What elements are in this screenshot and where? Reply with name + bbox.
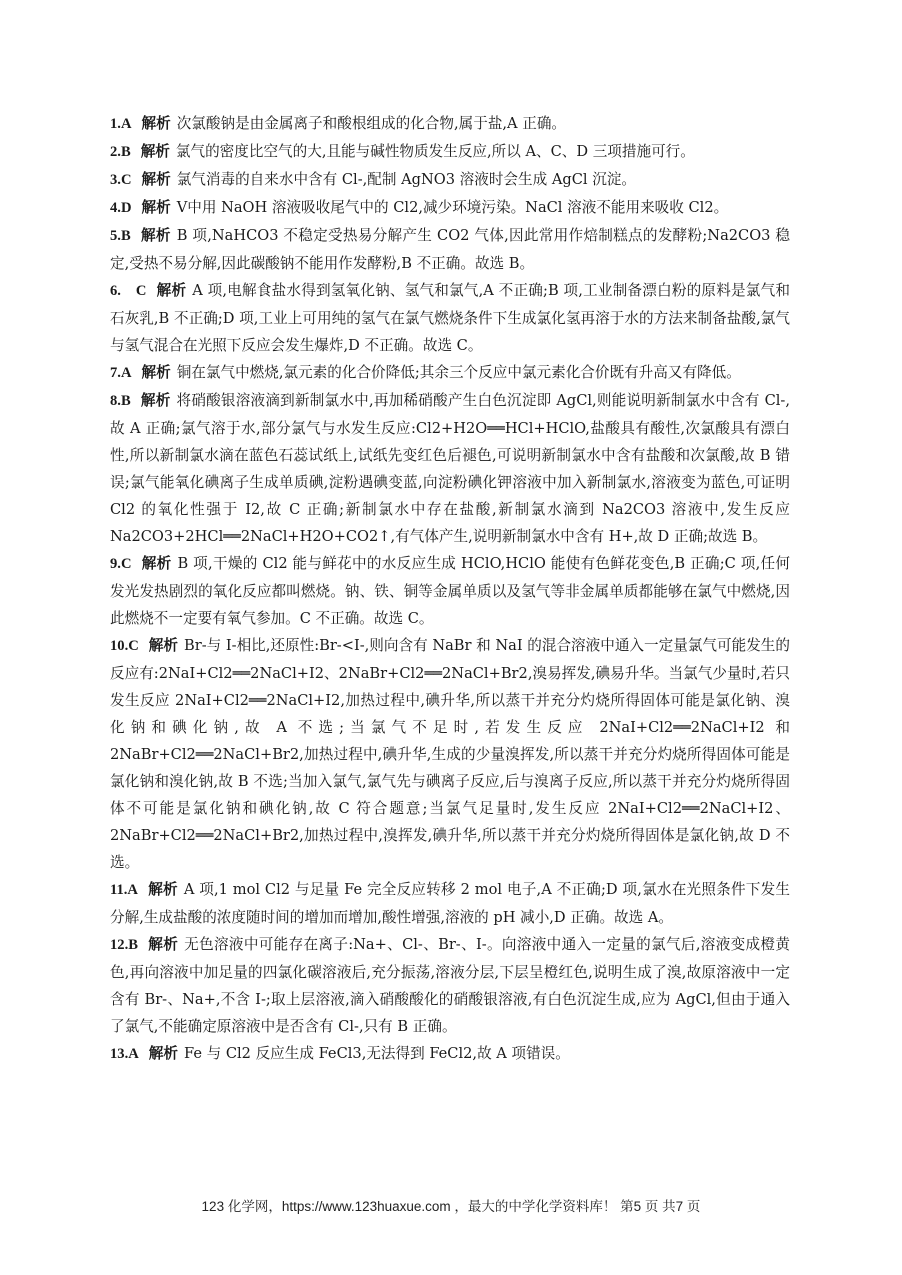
answer-label: 解析 — [147, 936, 179, 953]
answer-item — [110, 1040, 790, 1068]
page-footer: 123 化学网，https://www.123huaxue.com ，最大的中学化学资料库！ 第5 页 共7 页 — [201, 1199, 701, 1214]
answer-text: Fe 与 Cl2 反应生成 FeCl3,无法得到 FeCl2,故 A 项错误。 — [184, 1045, 570, 1062]
answer-item — [110, 194, 790, 222]
answer-number: 12.B — [110, 937, 138, 953]
answer-number: 3.C — [110, 172, 132, 188]
answer-item — [110, 876, 790, 931]
answer-label: 解析 — [141, 364, 171, 381]
answer-text: 无色溶液中可能存在离子:Na+、Cl-、Br-、I-。向溶液中通入一定量的氯气后,溶液变成橙黄色,再向溶液中加足量的四氯化碳溶液后,充分振荡,溶液分层,下层呈橙红色,说明生成了溴,故原溶液中一定含有 Br-、Na+,不含 I-;取上层溶液,滴入硝酸酸化的硝酸银溶液,有白色沉淀生成,应为 AgCl,但由于通入了氯气,不能确定原溶液中是否含有 Cl-,只有 B 正确。 — [110, 936, 790, 1035]
answer-number: 13.A — [110, 1046, 139, 1062]
answer-item — [110, 931, 790, 1040]
answer-text: A 项,电解食盐水得到氢氧化钠、氢气和氯气,A 不正确;B 项,工业制备漂白粉的原料是氯气和石灰乳,B 不正确;D 项,工业上可用纯的氢气在氯气燃烧条件下生成氯化氢再溶于水的方法来制备盐酸,氯气与氢气混合在光照下反应会发生爆炸,D 不正确。故选 C。 — [110, 282, 790, 354]
answer-label: 解析 — [141, 171, 171, 188]
answer-item — [110, 632, 790, 876]
answer-number: 4.D — [110, 200, 132, 216]
answer-item — [110, 222, 790, 277]
answer-number: 11.A — [110, 882, 138, 898]
answer-number: 10.C — [110, 638, 139, 654]
answer-list — [110, 110, 790, 1068]
answer-number: 7.A — [110, 365, 132, 381]
answer-text: 铜在氯气中燃烧,氯元素的化合价降低;其余三个反应中氯元素化合价既有升高又有降低。 — [176, 364, 741, 381]
answer-label: 解析 — [140, 227, 171, 244]
answer-label: 解析 — [148, 1045, 178, 1062]
answer-label: 解析 — [148, 637, 178, 654]
answer-number: 2.B — [110, 144, 131, 160]
answer-label: 解析 — [141, 115, 171, 132]
answer-number: 5.B — [110, 228, 131, 244]
answer-label: 解析 — [140, 143, 170, 160]
answer-number: 9.C — [110, 556, 132, 572]
answer-item — [110, 550, 790, 632]
answer-label: 解析 — [140, 392, 171, 409]
answer-text: Br-与 I-相比,还原性:Br-<I-,则向含有 NaBr 和 NaI 的混合溶液中通入一定量氯气可能发生的反应有:2NaI+Cl2══2NaCl+I2、2NaBr+Cl2══2NaCl+Br2,溴易挥发,碘易升华。当氯气少量时,若只发生反应 2NaI+Cl2══2NaCl+I2,加热过程中,碘升华,所以蒸干并充分灼烧所得固体可能是氯化钠、溴化钠和碘化钠,故 A 不选;当氯气不足时,若发生反应 2NaI+Cl2══2NaCl+I2 和 2NaBr+Cl2══2NaCl+Br2,加热过程中,碘升华,生成的少量溴挥发,所以蒸干并充分灼烧所得固体可能是氯化钠和溴化钠,故 B 不选;当加入氯气,氯气先与碘离子反应,后与溴离子反应,所以蒸干并充分灼烧所得固体不可能是氯化钠和碘化钠,故 C 符合题意;当氯气足量时,发生反应 2NaI+Cl2══2NaCl+I2、2NaBr+Cl2══2NaCl+Br2,加热过程中,溴挥发,碘升华,所以蒸干并充分灼烧所得固体是氯化钠,故 D 不选。 — [110, 637, 790, 871]
answer-number: 8.B — [110, 393, 131, 409]
answer-item — [110, 166, 790, 194]
answer-item — [110, 277, 790, 359]
answer-text: Ⅴ中用 NaOH 溶液吸收尾气中的 Cl2,减少环境污染。NaCl 溶液不能用来吸收 Cl2。 — [176, 199, 729, 216]
answer-label: 解析 — [156, 282, 187, 299]
answer-number: 6. C — [110, 283, 147, 299]
answer-text: A 项,1 mol Cl2 与足量 Fe 完全反应转移 2 mol 电子,A 不正确;D 项,氯水在光照条件下发生分解,生成盐酸的浓度随时间的增加而增加,酸性增强,溶液的 pH 减小,D 正确。故选 A。 — [110, 881, 790, 926]
answer-label: 解析 — [141, 199, 171, 216]
answer-label: 解析 — [141, 555, 172, 572]
answer-text: 将硝酸银溶液滴到新制氯水中,再加稀硝酸产生白色沉淀即 AgCl,则能说明新制氯水中含有 Cl-,故 A 正确;氯气溶于水,部分氯气与水发生反应:Cl2+H2O══HCl+HClO,盐酸具有酸性,次氯酸具有漂白性,所以新制氯水滴在蓝色石蕊试纸上,试纸先变红色后褪色,可说明新制氯水中含有盐酸和次氯酸,故 B 错误;氯气能氧化碘离子生成单质碘,淀粉遇碘变蓝,向淀粉碘化钾溶液中加入新制氯水,溶液变为蓝色,可证明 Cl2 的氧化性强于 I2,故 C 正确;新制氯水中存在盐酸,新制氯水滴到 Na2CO3 溶液中,发生反应 Na2CO3+2HCl══2NaCl+H2O+CO2↑,有气体产生,说明新制氯水中含有 H+,故 D 正确;故选 B。 — [110, 392, 790, 545]
answer-number: 1.A — [110, 116, 132, 132]
answer-text: B 项,NaHCO3 不稳定受热易分解产生 CO2 气体,因此常用作焙制糕点的发酵粉;Na2CO3 稳定,受热不易分解,因此碳酸钠不能用作发酵粉,B 不正确。故选 B。 — [110, 227, 790, 272]
answer-text: 次氯酸钠是由金属离子和酸根组成的化合物,属于盐,A 正确。 — [176, 115, 567, 132]
answer-item — [110, 387, 790, 550]
answer-item — [110, 138, 790, 166]
answer-item — [110, 359, 790, 387]
answer-item — [110, 110, 790, 138]
answer-text: 氯气的密度比空气的大,且能与碱性物质发生反应,所以 A、C、D 三项措施可行。 — [175, 143, 695, 160]
answer-label: 解析 — [147, 881, 178, 898]
answer-text: 氯气消毒的自来水中含有 Cl-,配制 AgNO3 溶液时会生成 AgCl 沉淀。 — [176, 171, 636, 188]
answer-text: B 项,干燥的 Cl2 能与鲜花中的水反应生成 HClO,HClO 能使有色鲜花变色,B 正确;C 项,任何发光发热剧烈的氧化反应都叫燃烧。钠、铁、铜等金属单质以及氢气等非金属单质都能够在氯气中燃烧,因此燃烧不一定要有氧气参加。C 不正确。故选 C。 — [110, 555, 790, 627]
